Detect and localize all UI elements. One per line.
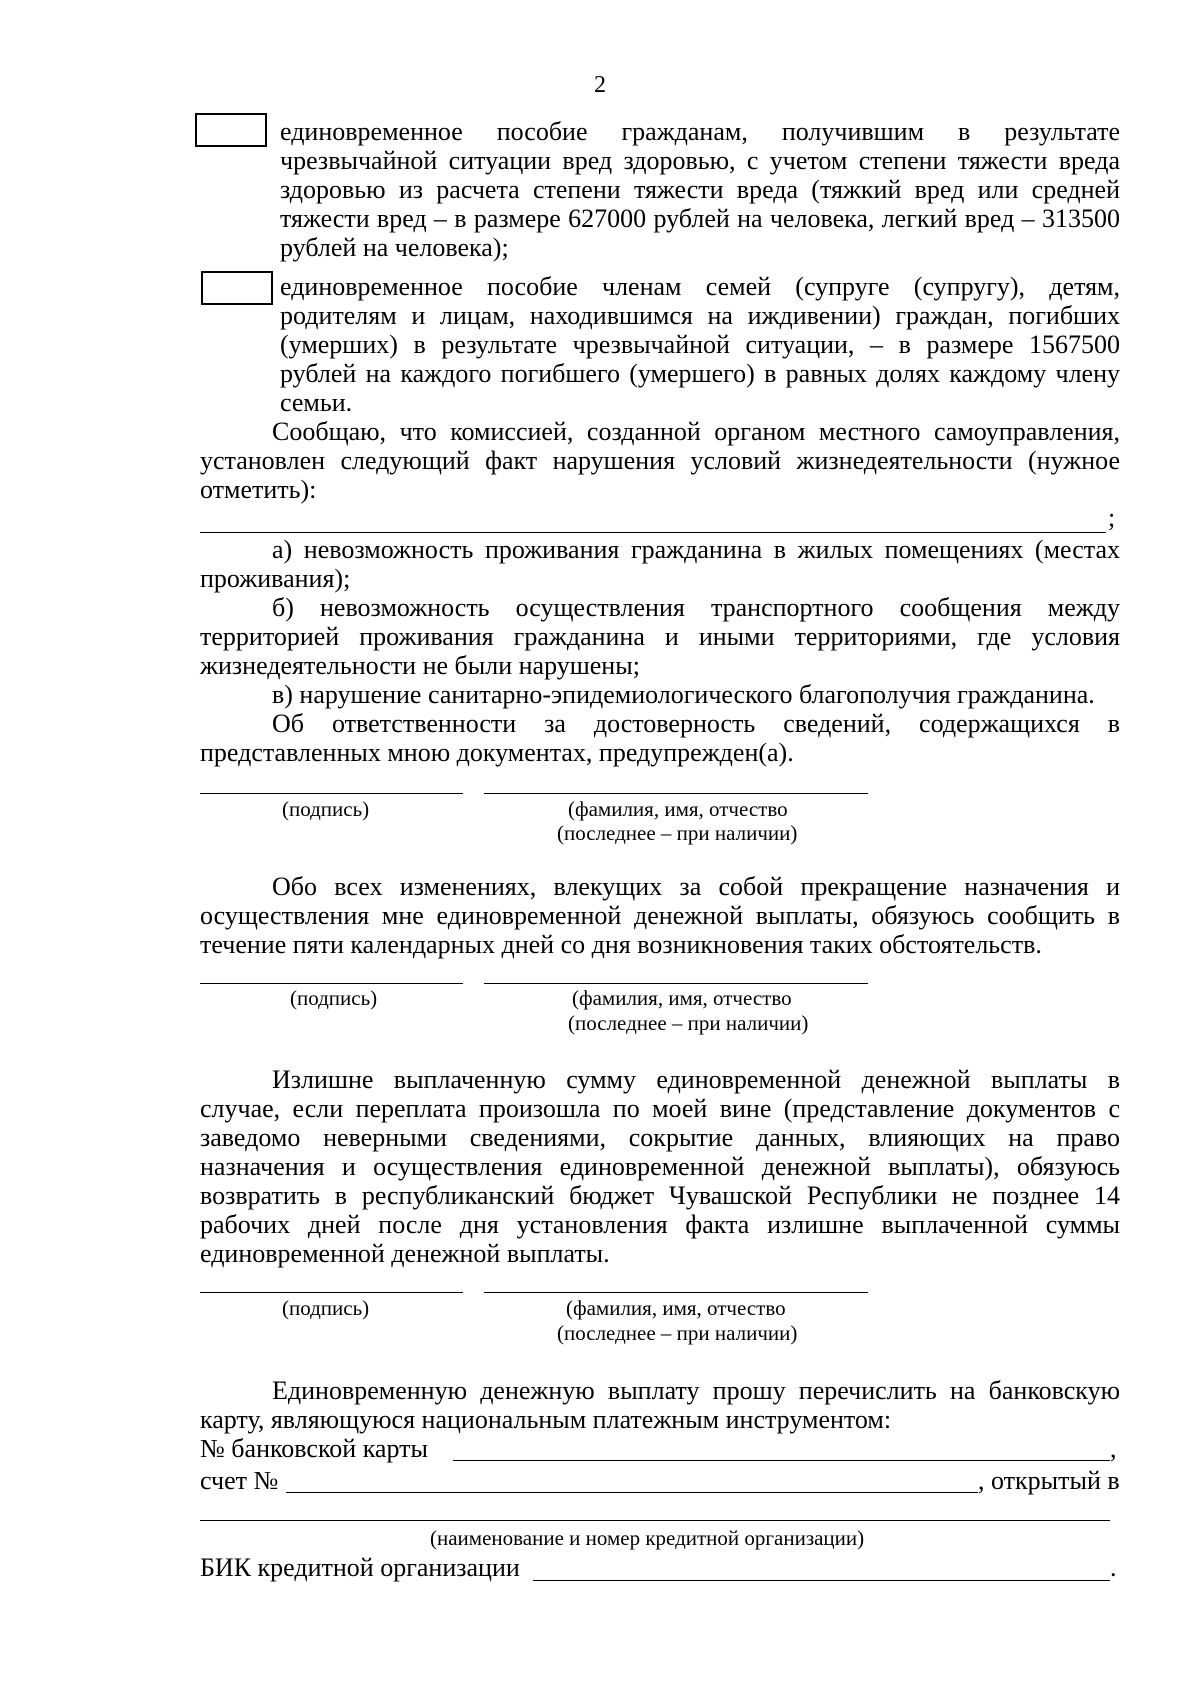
name-line-1[interactable] <box>484 793 868 794</box>
bank-intro: Единовременную денежную выплату прошу перечислить на банковскую карту, являющуюся национальным платежным инструментом: <box>200 1376 1120 1434</box>
account-label: счет № <box>200 1466 279 1495</box>
name-caption-3b: (последнее – при наличии) <box>557 1321 798 1345</box>
name-caption-3: (фамилия, имя, отчество <box>566 1296 786 1320</box>
credit-org-field[interactable] <box>200 1520 1110 1521</box>
violation-intro: Сообщаю, что комиссией, созданной органом местного самоуправления, установлен следующий факт нарушения условий жизнедеятельности (нужное отметить): <box>200 417 1120 504</box>
bik-label: БИК кредитной организации <box>200 1553 520 1582</box>
signature-caption-2: (подпись) <box>290 986 378 1010</box>
changes-text: Обо всех изменениях, влекущих за собой прекращение назначения и осуществления мне единовременной денежной выплаты, обязуюсь сообщить в течение пяти календарных дней со дня возникновения таких обстоятельств. <box>200 872 1120 959</box>
name-line-2[interactable] <box>484 983 868 984</box>
signature-line-2[interactable] <box>200 983 463 984</box>
name-caption-2b: (последнее – при наличии) <box>568 1011 809 1035</box>
violation-a: а) невозможность проживания гражданина в жилых помещениях (местах проживания); <box>200 535 1120 593</box>
account-number-field[interactable] <box>286 1492 978 1493</box>
card-number-label: № банковской карты <box>200 1434 428 1463</box>
card-number-comma: , <box>1110 1434 1117 1463</box>
option-1-checkbox[interactable] <box>195 113 267 147</box>
option-1-text: единовременное пособие гражданам, получившим в результате чрезвычайной ситуации вред здоровью, с учетом степени тяжести вреда здоровью из расчета степени тяжести вреда (тяжкий вред или средней тяжести вред – в размере 627000 рублей на человека, легкий вред – 313500 рублей на человека); <box>280 117 1120 262</box>
violation-blank-line[interactable] <box>200 532 1106 533</box>
signature-line-3[interactable] <box>200 1292 463 1293</box>
signature-caption-1: (подпись) <box>282 797 370 821</box>
credit-org-caption: (наименование и номер кредитной организации) <box>430 1526 865 1550</box>
overpayment-text: Излишне выплаченную сумму единовременной денежной выплаты в случае, если переплата произошла по моей вине (представление документов с заведомо неверными сведениями, сокрытие данных, влияющих на право назначения и осуществления единовременной денежной выплаты), обязуюсь возвратить в республиканский бюджет Чувашской Республики не позднее 14 рабочих дней после дня установления факта излишне выплаченной суммы единовременной денежной выплаты. <box>200 1065 1120 1268</box>
option-2-checkbox[interactable] <box>201 271 273 305</box>
responsibility-text: Об ответственности за достоверность сведений, содержащихся в представленных мною документах, предупрежден(а). <box>200 709 1120 767</box>
signature-caption-3: (подпись) <box>282 1296 370 1320</box>
bik-field[interactable] <box>533 1580 1110 1581</box>
violation-b: б) невозможность осуществления транспортного сообщения между территорией проживания гражданина и иными территориями, где условия жизнедеятельности не были нарушены; <box>200 593 1120 680</box>
name-caption-1: (фамилия, имя, отчество <box>568 797 788 821</box>
violation-line-semicolon: ; <box>1108 503 1116 532</box>
option-2-text: единовременное пособие членам семей (супруге (супругу), детям, родителям и лицам, находившимся на иждивении) граждан, погибших (умерших) в результате чрезвычайной ситуации, – в размере 1567500 рублей на каждого погибшего (умершего) в равных долях каждому члену семьи. <box>280 272 1120 417</box>
account-opened-in: , открытый в <box>978 1466 1120 1495</box>
name-caption-2: (фамилия, имя, отчество <box>572 986 792 1010</box>
name-caption-1b: (последнее – при наличии) <box>557 821 798 845</box>
page-number: 2 <box>594 72 606 98</box>
card-number-field[interactable] <box>453 1460 1110 1461</box>
signature-line-1[interactable] <box>200 793 463 794</box>
bik-period: . <box>1110 1553 1117 1582</box>
name-line-3[interactable] <box>484 1292 868 1293</box>
violation-c: в) нарушение санитарно-эпидемиологического благополучия гражданина. <box>272 680 1095 709</box>
